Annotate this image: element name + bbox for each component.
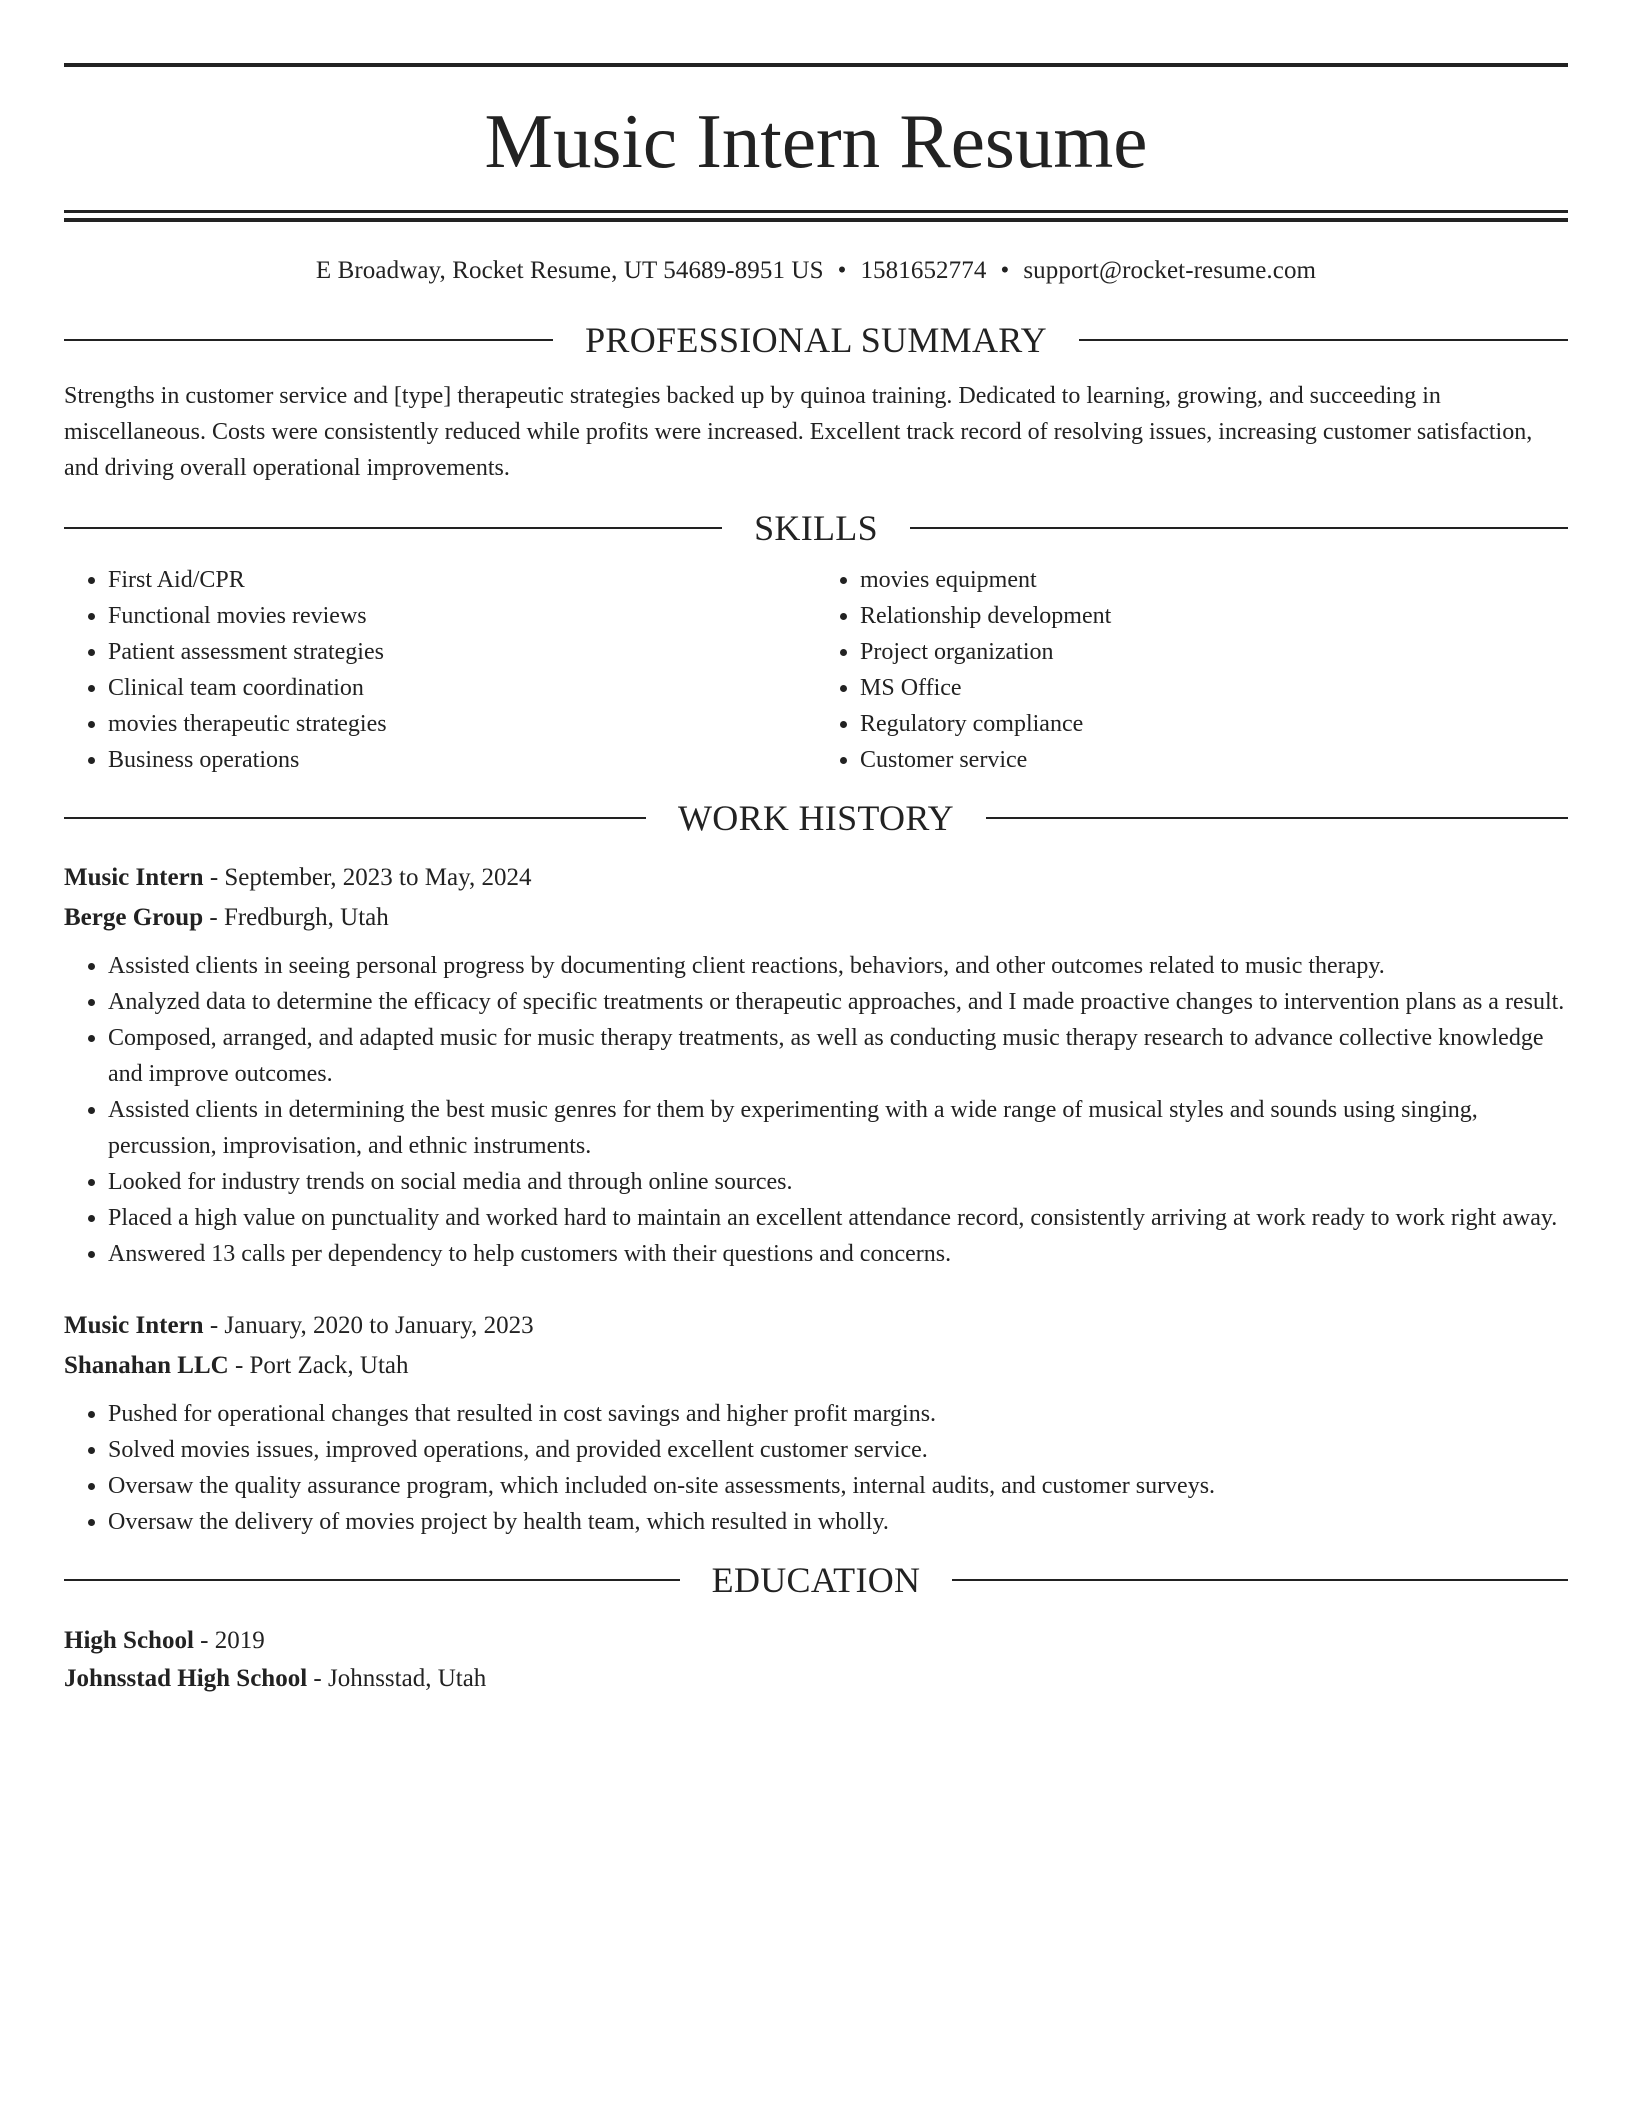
job-bullet: • Composed, arranged, and adapted music for music therapy treatments, as well as conducting music therapy research to advance collective knowledge and improve outcomes. — [108, 1020, 1568, 1092]
education-degree-line — [64, 1622, 1568, 1660]
job-title-line — [64, 1306, 1568, 1346]
job-bullet: • Oversaw the delivery of movies project by health team, which resulted in wholly. — [108, 1504, 1568, 1540]
skill-item: • Patient assessment strategies — [108, 634, 816, 670]
skill-item: • Functional movies reviews — [108, 598, 816, 634]
job-bullet: • Looked for industry trends on social media and through online sources. — [108, 1164, 1568, 1200]
job-location: - Fredburgh, Utah — [203, 904, 389, 931]
job-bullet: • Oversaw the quality assurance program, which included on-site assessments, internal audits, and customer surveys. — [108, 1468, 1568, 1504]
contact-phone: 1581652774 — [860, 257, 987, 284]
job-dates: - September, 2023 to May, 2024 — [203, 864, 532, 891]
heading-rule — [64, 817, 646, 819]
job-bullet: • Pushed for operational changes that resulted in cost savings and higher profit margins. — [108, 1396, 1568, 1432]
job-bullet: • Analyzed data to determine the efficacy of specific treatments or therapeutic approaches, and I made proactive changes to intervention plans as a result. — [108, 984, 1568, 1020]
skills-columns — [64, 562, 1568, 778]
skill-item: • movies equipment — [860, 562, 1568, 598]
contact-separator: • — [837, 257, 847, 284]
heading-label: WORK HISTORY — [678, 798, 954, 838]
education-school-line — [64, 1660, 1568, 1698]
job-bullet: • Answered 13 calls per dependency to help customers with their questions and concerns. — [108, 1236, 1568, 1272]
section-heading-summary — [64, 322, 1568, 358]
heading-rule — [910, 527, 1568, 529]
education-degree: High School — [64, 1627, 194, 1654]
heading-rule — [1079, 339, 1568, 341]
job-bullet: • Solved movies issues, improved operations, and provided excellent customer service. — [108, 1432, 1568, 1468]
job-entry — [64, 1306, 1568, 1540]
education-entry — [64, 1622, 1568, 1698]
job-title: Music Intern — [64, 864, 204, 891]
title-double-rule — [64, 210, 1568, 222]
job-dates: - January, 2020 to January, 2023 — [203, 1312, 534, 1339]
job-title: Music Intern — [64, 1312, 204, 1339]
education-school: Johnsstad High School — [64, 1665, 308, 1692]
job-entry — [64, 858, 1568, 1272]
contact-address: E Broadway, Rocket Resume, UT 54689-8951 US — [315, 257, 824, 284]
skill-item: • First Aid/CPR — [108, 562, 816, 598]
heading-label: EDUCATION — [711, 1560, 921, 1600]
skill-item: • Clinical team coordination — [108, 670, 816, 706]
heading-rule — [986, 817, 1568, 819]
resume-title: Music Intern Resume — [484, 98, 1148, 184]
section-heading-work — [64, 800, 1568, 836]
skill-item: • Customer service — [860, 742, 1568, 778]
job-company: Berge Group — [64, 904, 204, 931]
job-company-line — [64, 1346, 1568, 1386]
job-company-line — [64, 898, 1568, 938]
job-title-line — [64, 858, 1568, 898]
heading-rule — [64, 1579, 680, 1581]
skill-item: • Business operations — [108, 742, 816, 778]
skill-item: • movies therapeutic strategies — [108, 706, 816, 742]
contact-separator: • — [1000, 257, 1010, 284]
job-location: - Port Zack, Utah — [228, 1352, 409, 1379]
skills-list-left — [64, 562, 816, 778]
top-rule — [64, 63, 1568, 67]
contact-line — [64, 256, 1568, 286]
heading-rule — [64, 527, 722, 529]
job-bullets — [64, 948, 1568, 1272]
job-company: Shanahan LLC — [64, 1352, 229, 1379]
skill-item: • MS Office — [860, 670, 1568, 706]
job-bullet: • Assisted clients in seeing personal progress by documenting client reactions, behaviors, and other outcomes related to music therapy. — [108, 948, 1568, 984]
job-bullet: • Assisted clients in determining the best music genres for them by experimenting with a wide range of musical styles and sounds using singing, percussion, improvisation, and ethnic instruments. — [108, 1092, 1568, 1164]
contact-email: support@rocket-resume.com — [1023, 257, 1317, 284]
skill-item: • Project organization — [860, 634, 1568, 670]
heading-rule — [952, 1579, 1568, 1581]
heading-label: SKILLS — [754, 508, 878, 548]
section-heading-skills — [64, 510, 1568, 546]
summary-text: Strengths in customer service and [type] therapeutic strategies backed up by quinoa training. Dedicated to learning, growing, and succeeding in miscellaneous. Costs were consistently reduced while profits were increased. Excellent track record of resolving issues, increasing customer satisfaction, and driving overall operational improvements. — [64, 383, 1533, 481]
section-heading-education — [64, 1562, 1568, 1598]
skills-list-right — [816, 562, 1568, 778]
education-year: - 2019 — [193, 1627, 265, 1654]
job-bullet: • Placed a high value on punctuality and worked hard to maintain an excellent attendance record, consistently arriving at work ready to work right away. — [108, 1200, 1568, 1236]
skill-item: • Regulatory compliance — [860, 706, 1568, 742]
heading-rule — [64, 339, 553, 341]
education-location: - Johnsstad, Utah — [307, 1665, 487, 1692]
heading-label: PROFESSIONAL SUMMARY — [585, 320, 1047, 360]
skill-item: • Relationship development — [860, 598, 1568, 634]
job-bullets — [64, 1396, 1568, 1540]
